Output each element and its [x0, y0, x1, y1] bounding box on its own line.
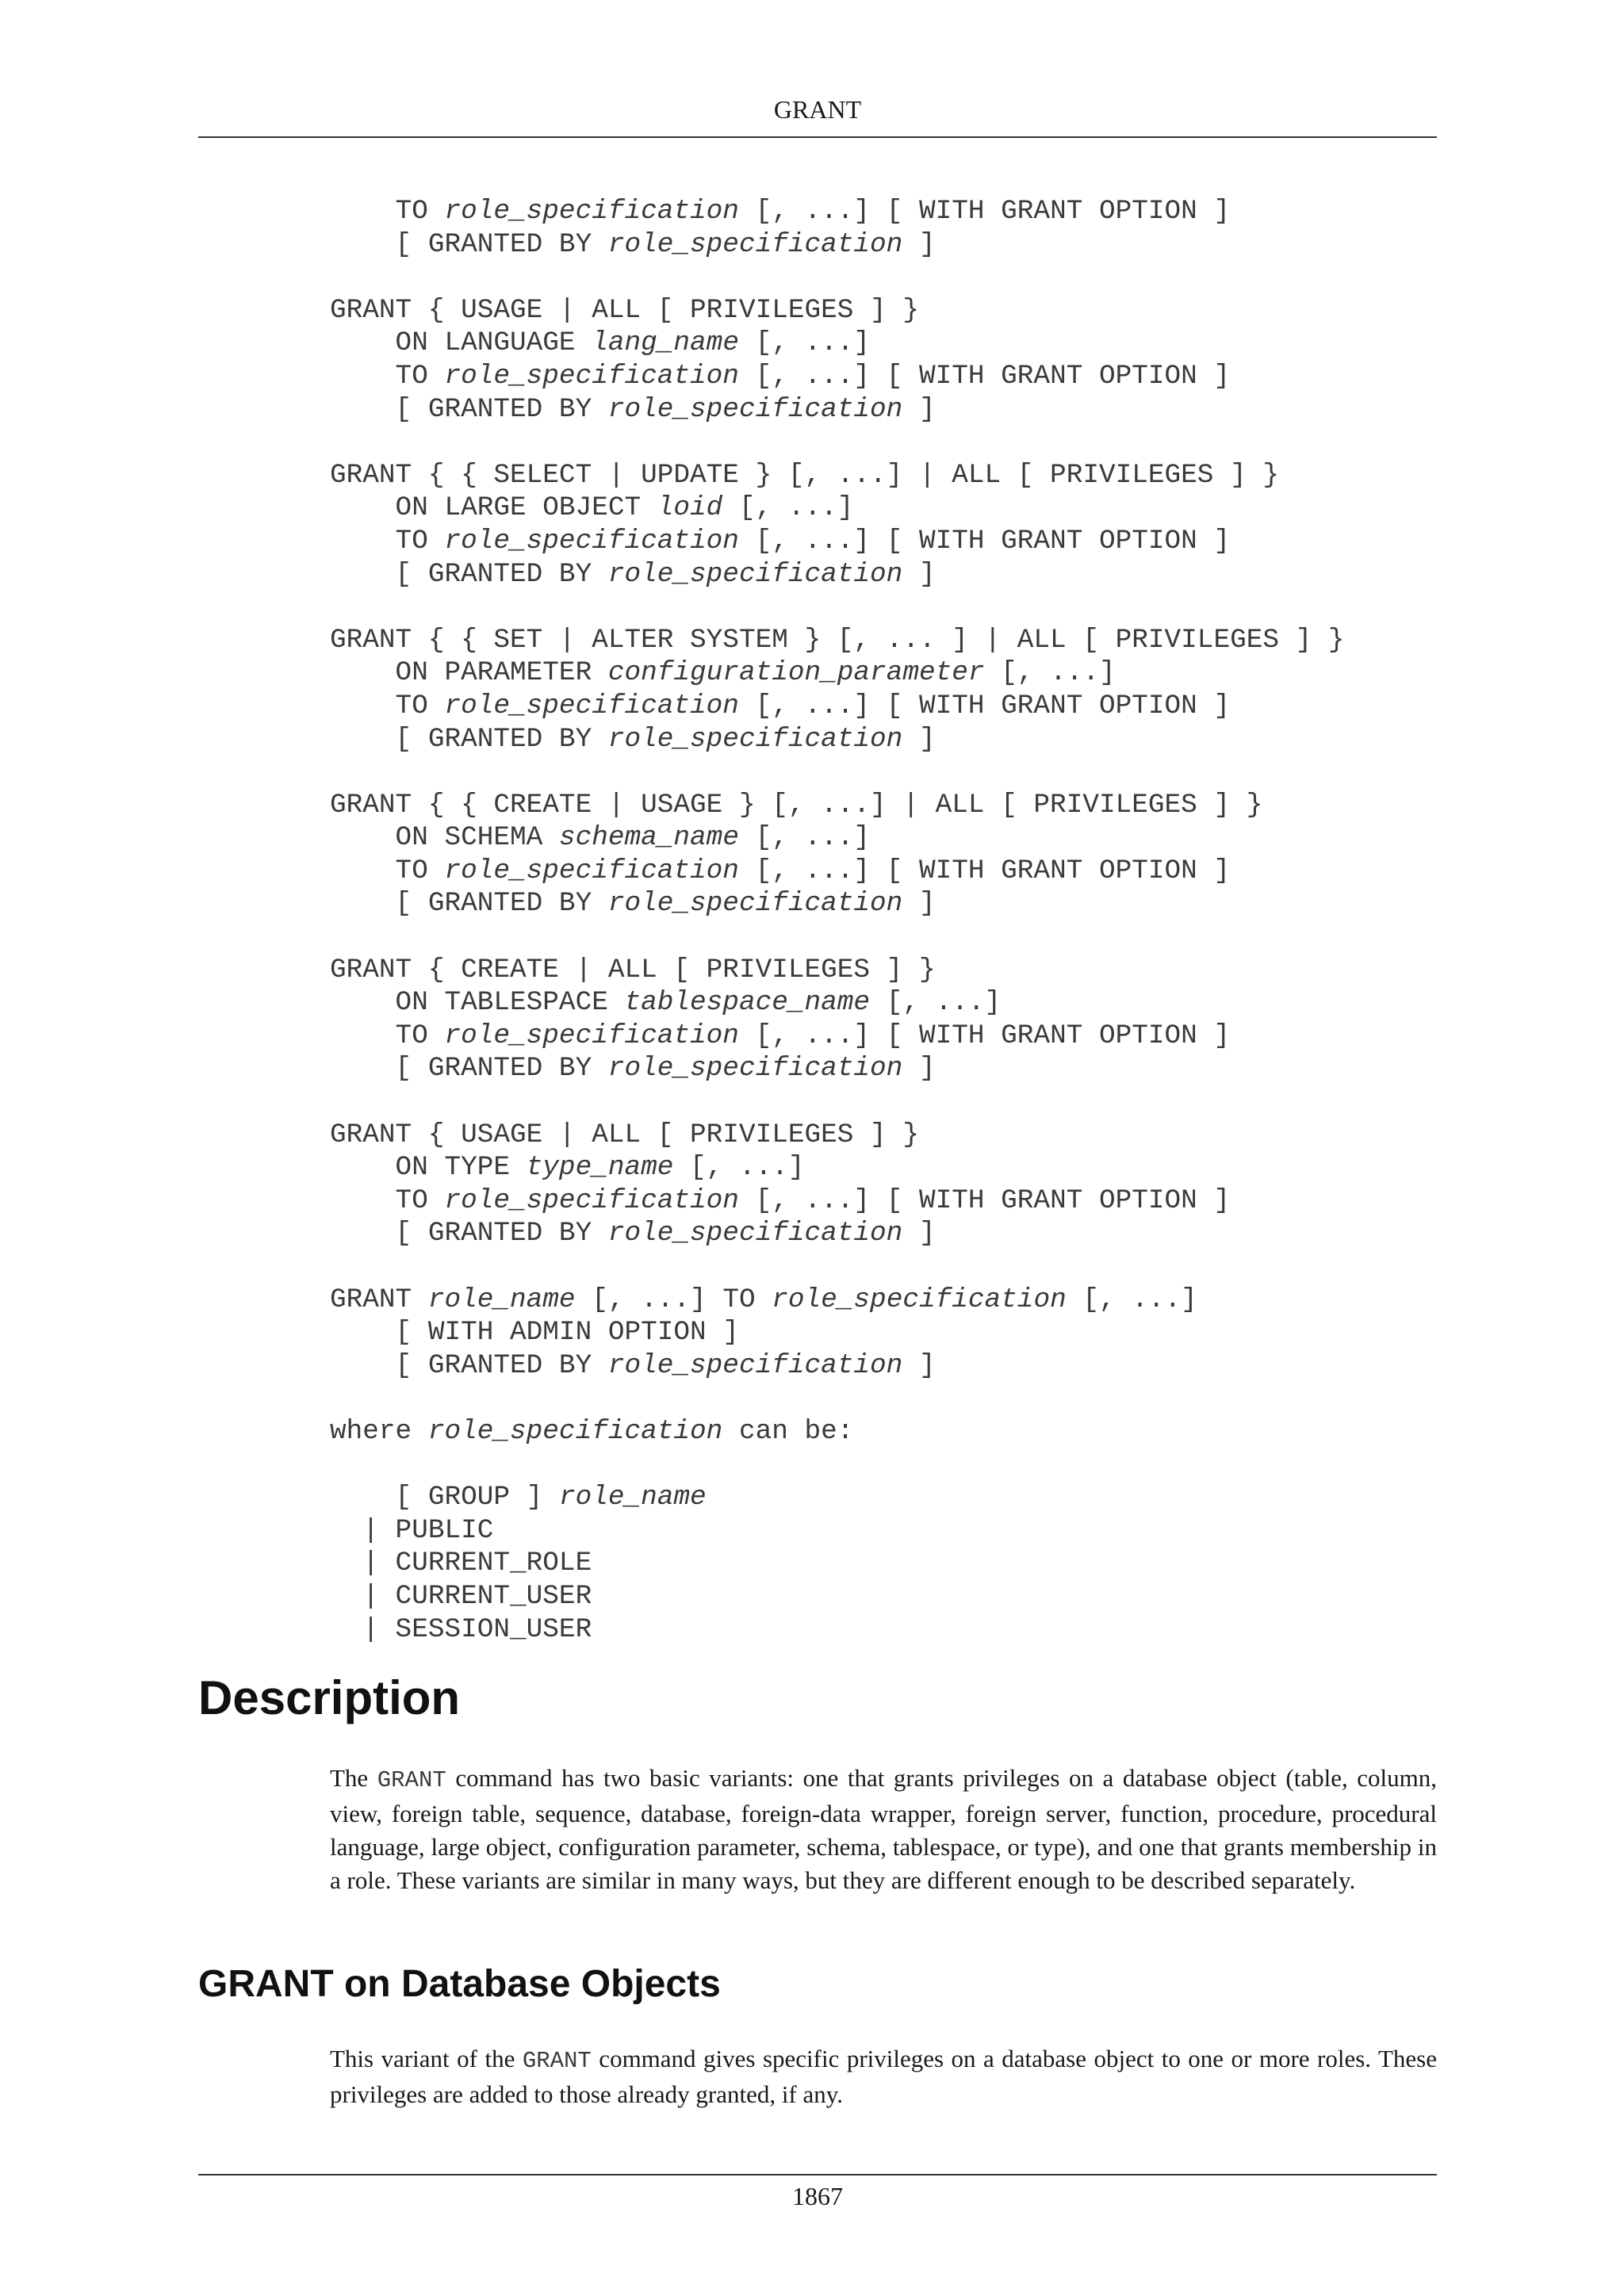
synopsis-keyword-text: TO [330, 1020, 445, 1051]
synopsis-keyword-text: [, ...] TO [575, 1284, 772, 1315]
synopsis-keyword-text: [, ...] [738, 822, 871, 854]
synopsis-keyword-text: [ GRANTED BY [330, 1053, 608, 1085]
synopsis-keyword-text: GRANT { USAGE | ALL [ PRIVILEGES ] } [330, 294, 919, 326]
synopsis-line [330, 821, 1345, 855]
synopsis-keyword-text: ] [902, 723, 936, 755]
synopsis-keyword-text: ON LANGUAGE [330, 327, 592, 359]
synopsis-keyword-text: [, ...] [ WITH GRANT OPTION ] [738, 690, 1231, 721]
synopsis-keyword-text: [, ...] [984, 657, 1116, 689]
synopsis-keyword-text: [ GRANTED BY [330, 1218, 608, 1249]
synopsis-line [330, 1284, 1345, 1317]
synopsis-keyword-text: TO [330, 525, 445, 557]
synopsis-keyword-text: [, ...] [ WITH GRANT OPTION ] [738, 855, 1231, 886]
synopsis-line [330, 228, 1345, 262]
synopsis-keyword-text: [, ...] [1066, 1284, 1197, 1315]
synopsis-placeholder: role_specification [607, 1349, 903, 1381]
synopsis-line [330, 789, 1345, 822]
synopsis-keyword-text: [, ...] [870, 987, 1002, 1019]
synopsis-keyword-text: where [330, 1415, 428, 1447]
synopsis-keyword-text: [, ...] [673, 1152, 805, 1184]
synopsis-line [330, 1184, 1345, 1218]
synopsis-placeholder: role_specification [444, 525, 739, 557]
synopsis-code-block [330, 195, 1345, 1646]
synopsis-keyword-text: [ GROUP ] [330, 1482, 559, 1513]
synopsis-keyword-text: ON LARGE OBJECT [330, 492, 657, 524]
synopsis-placeholder: role_specification [427, 1415, 723, 1447]
synopsis-keyword-text: | CURRENT_USER [330, 1580, 592, 1612]
header-rule [198, 136, 1437, 138]
description-heading: Description [198, 1671, 461, 1724]
synopsis-placeholder: type_name [526, 1152, 674, 1184]
synopsis-keyword-text: [ GRANTED BY [330, 393, 608, 425]
synopsis-line [330, 1052, 1345, 1085]
synopsis-placeholder: schema_name [558, 822, 739, 854]
synopsis-keyword-text: ] [902, 228, 936, 260]
synopsis-line [330, 327, 1345, 360]
synopsis-placeholder: role_specification [607, 1218, 903, 1249]
synopsis-line [330, 855, 1345, 888]
synopsis-keyword-text: ] [902, 888, 936, 920]
synopsis-line [330, 986, 1345, 1020]
grant-objects-text-before: This variant of the [330, 2045, 523, 2072]
synopsis-keyword-text: | CURRENT_ROLE [330, 1548, 592, 1579]
synopsis-line [330, 887, 1345, 920]
synopsis-line [330, 591, 1345, 624]
synopsis-line [330, 426, 1345, 459]
synopsis-keyword-text: [ GRANTED BY [330, 558, 608, 590]
synopsis-line [330, 1580, 1345, 1613]
synopsis-keyword-text: [, ...] [722, 492, 854, 524]
synopsis-line [330, 624, 1345, 657]
grant-on-database-objects-paragraph [330, 2042, 1437, 2111]
synopsis-keyword-text: | SESSION_USER [330, 1613, 592, 1645]
synopsis-line [330, 525, 1345, 558]
synopsis-line [330, 954, 1345, 987]
synopsis-placeholder: role_specification [444, 1184, 739, 1216]
synopsis-keyword-text: GRANT { CREATE | ALL [ PRIVILEGES ] } [330, 954, 936, 985]
synopsis-keyword-text: [, ...] [ WITH GRANT OPTION ] [738, 1020, 1231, 1051]
synopsis-line [330, 1119, 1345, 1152]
page-number: 1867 [792, 2182, 843, 2210]
synopsis-keyword-text: [ GRANTED BY [330, 723, 608, 755]
synopsis-keyword-text: TO [330, 196, 445, 227]
synopsis-placeholder: role_specification [607, 723, 903, 755]
synopsis-placeholder: role_specification [607, 888, 903, 920]
synopsis-line [330, 360, 1345, 393]
synopsis-keyword-text: [, ...] [ WITH GRANT OPTION ] [738, 360, 1231, 392]
synopsis-placeholder: role_specification [607, 1053, 903, 1085]
synopsis-line [330, 1151, 1345, 1184]
synopsis-keyword-text: TO [330, 855, 445, 886]
synopsis-keyword-text: ] [902, 558, 936, 590]
synopsis-keyword-text: | PUBLIC [330, 1514, 494, 1546]
description-text-after: command has two basic variants: one that grants privileges on a database object (table, column, view, foreign table, sequence, database, foreign-data wrapper, foreign server, function, procedure, procedural language, large object, configuration parameter, schema, tablespace, or type), and one that grants membership in a role. These variants are similar in many ways, but they are different enough to be described separately. [330, 1764, 1437, 1894]
synopsis-keyword-text: ON TABLESPACE [330, 987, 625, 1019]
synopsis-keyword-text: [ GRANTED BY [330, 228, 608, 260]
synopsis-line [330, 261, 1345, 294]
synopsis-placeholder: loid [657, 492, 723, 524]
synopsis-line [330, 1415, 1345, 1448]
synopsis-line [330, 1481, 1345, 1514]
synopsis-line [330, 1514, 1345, 1548]
synopsis-keyword-text: ] [902, 1218, 936, 1249]
grant-on-database-objects-heading: GRANT on Database Objects [198, 1963, 721, 2005]
synopsis-line [330, 1250, 1345, 1284]
synopsis-line [330, 920, 1345, 954]
synopsis-line [330, 656, 1345, 690]
synopsis-line [330, 723, 1345, 756]
synopsis-keyword-text: ] [902, 1349, 936, 1381]
synopsis-keyword-text: [ GRANTED BY [330, 1349, 608, 1381]
synopsis-line [330, 294, 1345, 327]
synopsis-placeholder: role_specification [444, 1020, 739, 1051]
synopsis-keyword-text: [, ...] [738, 327, 871, 359]
synopsis-line [330, 1349, 1345, 1383]
synopsis-placeholder: role_specification [444, 855, 739, 886]
synopsis-line [330, 492, 1345, 525]
synopsis-line [330, 1316, 1345, 1349]
synopsis-line [330, 1613, 1345, 1647]
synopsis-keyword-text: ON TYPE [330, 1152, 527, 1184]
synopsis-line [330, 393, 1345, 427]
synopsis-keyword-text: ] [902, 1053, 936, 1085]
synopsis-placeholder: role_specification [607, 558, 903, 590]
synopsis-line [330, 690, 1345, 723]
synopsis-keyword-text: GRANT { USAGE | ALL [ PRIVILEGES ] } [330, 1119, 919, 1150]
synopsis-keyword-text: TO [330, 360, 445, 392]
synopsis-placeholder: role_specification [607, 228, 903, 260]
synopsis-line [330, 1020, 1345, 1053]
synopsis-line [330, 558, 1345, 591]
synopsis-keyword-text: [ WITH ADMIN OPTION ] [330, 1317, 739, 1349]
synopsis-line [330, 1085, 1345, 1119]
footer-rule [198, 2174, 1437, 2175]
synopsis-line [330, 195, 1345, 228]
running-header: GRANT [773, 95, 862, 124]
synopsis-keyword-text: GRANT [330, 1284, 428, 1315]
synopsis-placeholder: role_specification [444, 690, 739, 721]
synopsis-keyword-text: ] [902, 393, 936, 425]
synopsis-line [330, 1217, 1345, 1250]
synopsis-placeholder: role_name [558, 1482, 707, 1513]
synopsis-line [330, 1448, 1345, 1482]
synopsis-keyword-text: can be: [722, 1415, 854, 1447]
synopsis-placeholder: role_specification [772, 1284, 1067, 1315]
synopsis-placeholder: role_specification [444, 360, 739, 392]
synopsis-placeholder: lang_name [592, 327, 739, 359]
description-paragraph [330, 1762, 1437, 1897]
synopsis-placeholder: role_name [427, 1284, 576, 1315]
description-text-before: The [330, 1764, 377, 1792]
grant-command-code: GRANT [377, 1767, 446, 1793]
grant-command-code: GRANT [522, 2048, 592, 2074]
synopsis-keyword-text: GRANT { { SELECT | UPDATE } [, ...] | ALL [ PRIVILEGES ] } [330, 459, 1279, 491]
synopsis-placeholder: tablespace_name [624, 987, 871, 1019]
synopsis-line [330, 1547, 1345, 1580]
synopsis-keyword-text: GRANT { { CREATE | USAGE } [, ...] | ALL [ PRIVILEGES ] } [330, 789, 1263, 821]
synopsis-placeholder: configuration_parameter [607, 657, 985, 689]
synopsis-placeholder: role_specification [607, 393, 903, 425]
synopsis-keyword-text: TO [330, 690, 445, 721]
synopsis-keyword-text: ON SCHEMA [330, 822, 559, 854]
synopsis-placeholder: role_specification [444, 196, 739, 227]
synopsis-line [330, 1382, 1345, 1415]
grant-objects-text-after: command gives specific privileges on a database object to one or more roles. These privileges are added to those already granted, if any. [330, 2045, 1437, 2108]
synopsis-keyword-text: TO [330, 1184, 445, 1216]
synopsis-keyword-text: [ GRANTED BY [330, 888, 608, 920]
synopsis-line [330, 756, 1345, 789]
synopsis-keyword-text: [, ...] [ WITH GRANT OPTION ] [738, 196, 1231, 227]
synopsis-keyword-text: [, ...] [ WITH GRANT OPTION ] [738, 1184, 1231, 1216]
synopsis-keyword-text: ON PARAMETER [330, 657, 608, 689]
synopsis-keyword-text: GRANT { { SET | ALTER SYSTEM } [, ... ] | ALL [ PRIVILEGES ] } [330, 624, 1345, 656]
synopsis-keyword-text: [, ...] [ WITH GRANT OPTION ] [738, 525, 1231, 557]
synopsis-line [330, 459, 1345, 492]
